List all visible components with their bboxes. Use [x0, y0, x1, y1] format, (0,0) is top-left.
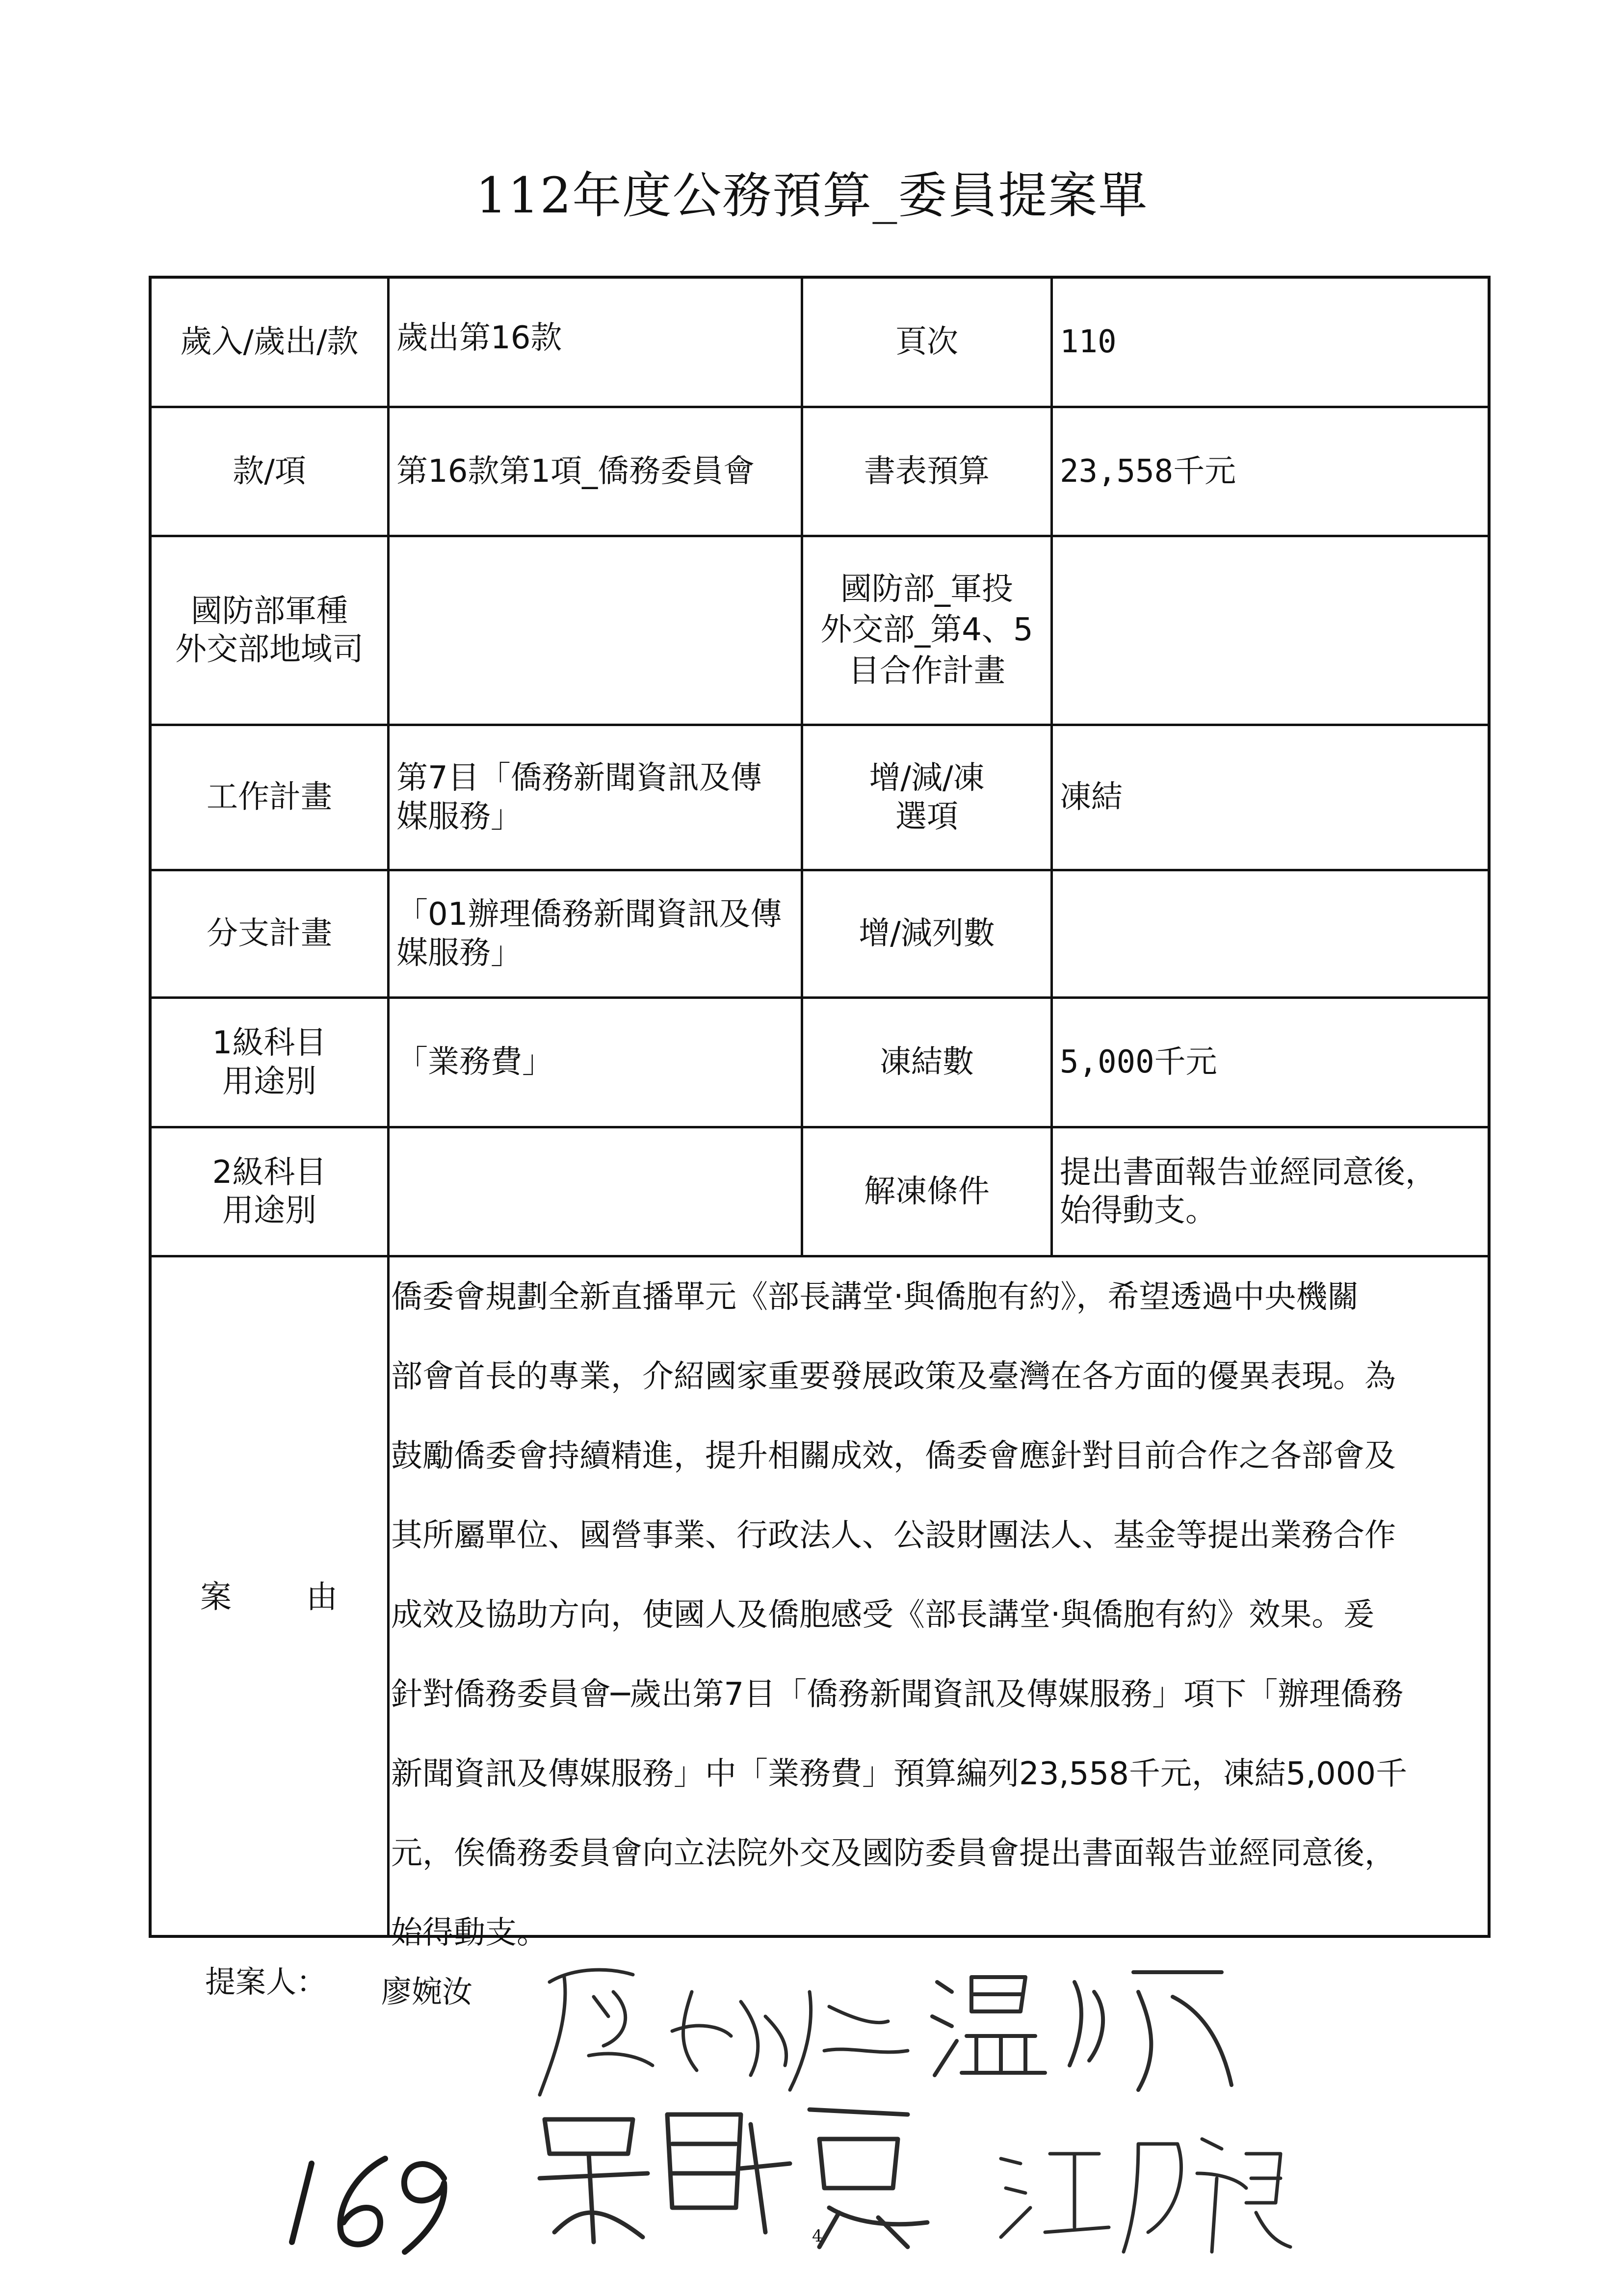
field-label-cooperation-plan: [803, 537, 1050, 724]
field-value-cooperation-plan: [1053, 537, 1491, 724]
field-value-level1-subject: 「業務費」: [396, 1044, 553, 1081]
label-line: 國防部軍種: [191, 593, 348, 629]
field-value-revenue-expenditure: 歲出第16款: [396, 320, 562, 356]
label-line: 目合作計畫: [848, 652, 1005, 689]
field-label-level1-subject: [152, 999, 387, 1126]
label-line: 增/減/凍: [869, 760, 985, 797]
field-label-adjust-option: [803, 726, 1050, 869]
field-label-budget-amount: 書表預算: [864, 453, 990, 490]
field-value-page: 110: [1060, 324, 1117, 361]
value-line: 始得動支。: [1060, 1193, 1217, 1229]
field-label-section-item: 款/項: [233, 453, 306, 490]
field-value-adjust-option: 凍結: [1060, 779, 1123, 816]
value-line: 第7目「僑務新聞資訊及傳: [396, 760, 762, 797]
field-label-frozen-amount: 凍結數: [880, 1044, 974, 1081]
reason-line: 針對僑務委員會─歲出第7目「僑務新聞資訊及傳媒服務」項下「辦理僑務: [391, 1676, 1404, 1713]
reason-line: 元，俟僑務委員會向立法院外交及國防委員會提出書面報告並經同意後，: [391, 1835, 1396, 1872]
label-line: 用途別: [222, 1193, 316, 1229]
value-line: 提出書面報告並經同意後，: [1060, 1154, 1437, 1191]
field-label-unfreeze-condition: 解凍條件: [864, 1173, 990, 1210]
label-line: 外交部_第4、5: [820, 612, 1033, 649]
field-value-level2-subject: [390, 1128, 801, 1255]
field-label-reason: [152, 1257, 387, 1938]
page-title: 112年度公務預算_委員提案單: [475, 167, 1149, 224]
reason-line: 成效及協助方向，使國人及僑胞感受《部長講堂‧與僑胞有約》效果。爰: [391, 1597, 1375, 1633]
value-line: 媒服務」: [396, 798, 522, 835]
reason-line: 其所屬單位、國營事業、行政法人、公設財團法人、基金等提出業務合作: [391, 1517, 1396, 1554]
field-label-level2-subject: [152, 1128, 387, 1255]
reason-line: 部會首長的專業，介紹國家重要發展政策及臺灣在各方面的優異表現。為: [391, 1358, 1396, 1395]
label-line: 2級科目: [212, 1154, 327, 1191]
signature-liao-wanru: [535, 1948, 917, 2110]
proposer-label: 提案人：: [205, 1964, 327, 2000]
field-label-revenue-expenditure: 歲入/歲出/款: [180, 324, 359, 361]
label-line: 外交部地域司: [175, 631, 364, 668]
field-label-page: 頁次: [895, 324, 958, 361]
label-line: 選項: [895, 798, 958, 835]
label-line: 1級科目: [212, 1025, 327, 1062]
field-label-adjust-amount: 增/減列數: [859, 915, 995, 952]
reason-line: 始得動支。: [391, 1915, 548, 1951]
label-line: 國防部_軍投: [840, 571, 1013, 608]
field-value-unfreeze-condition: [1053, 1128, 1491, 1255]
reason-line: 僑委會規劃全新直播單元《部長講堂‧與僑胞有約》，希望透過中央機關: [391, 1279, 1359, 1315]
field-label-defense-foreign: [152, 537, 387, 724]
signature-wu-sihuai: [535, 2095, 937, 2252]
field-value-section-item: 第16款第1項_僑務委員會: [396, 453, 755, 490]
field-value-adjust-amount: [1053, 871, 1491, 996]
signature-wen-yuxia: [927, 1953, 1241, 2100]
reason-line: 新聞資訊及傳媒服務」中「業務費」預算編列23,558千元，凍結5,000千: [391, 1756, 1408, 1792]
field-value-defense-foreign: [390, 537, 801, 724]
proposer-name: 廖婉汝: [381, 1974, 473, 2009]
field-label-branch-plan: 分支計畫: [207, 915, 332, 952]
label-char: 由: [306, 1579, 339, 1616]
field-value-work-plan: [390, 726, 801, 869]
field-value-frozen-amount: 5,000千元: [1060, 1044, 1217, 1081]
proposal-form-table: [149, 276, 1491, 1951]
handwritten-number: [282, 2144, 459, 2257]
value-line: 媒服務」: [396, 935, 522, 971]
page-number: 4: [812, 2226, 823, 2246]
label-char: 案: [200, 1579, 233, 1616]
signature-jiang-qichen: [991, 2114, 1295, 2262]
reason-text: [391, 1257, 1484, 1973]
field-value-branch-plan: [390, 871, 801, 996]
field-value-budget-amount: 23,558千元: [1060, 453, 1236, 490]
value-line: 「01辦理僑務新聞資訊及傳: [396, 896, 782, 933]
label-line: 用途別: [222, 1063, 316, 1100]
field-label-work-plan: 工作計畫: [207, 779, 332, 816]
reason-line: 鼓勵僑委會持續精進，提升相關成效，僑委會應針對目前合作之各部會及: [391, 1438, 1396, 1474]
